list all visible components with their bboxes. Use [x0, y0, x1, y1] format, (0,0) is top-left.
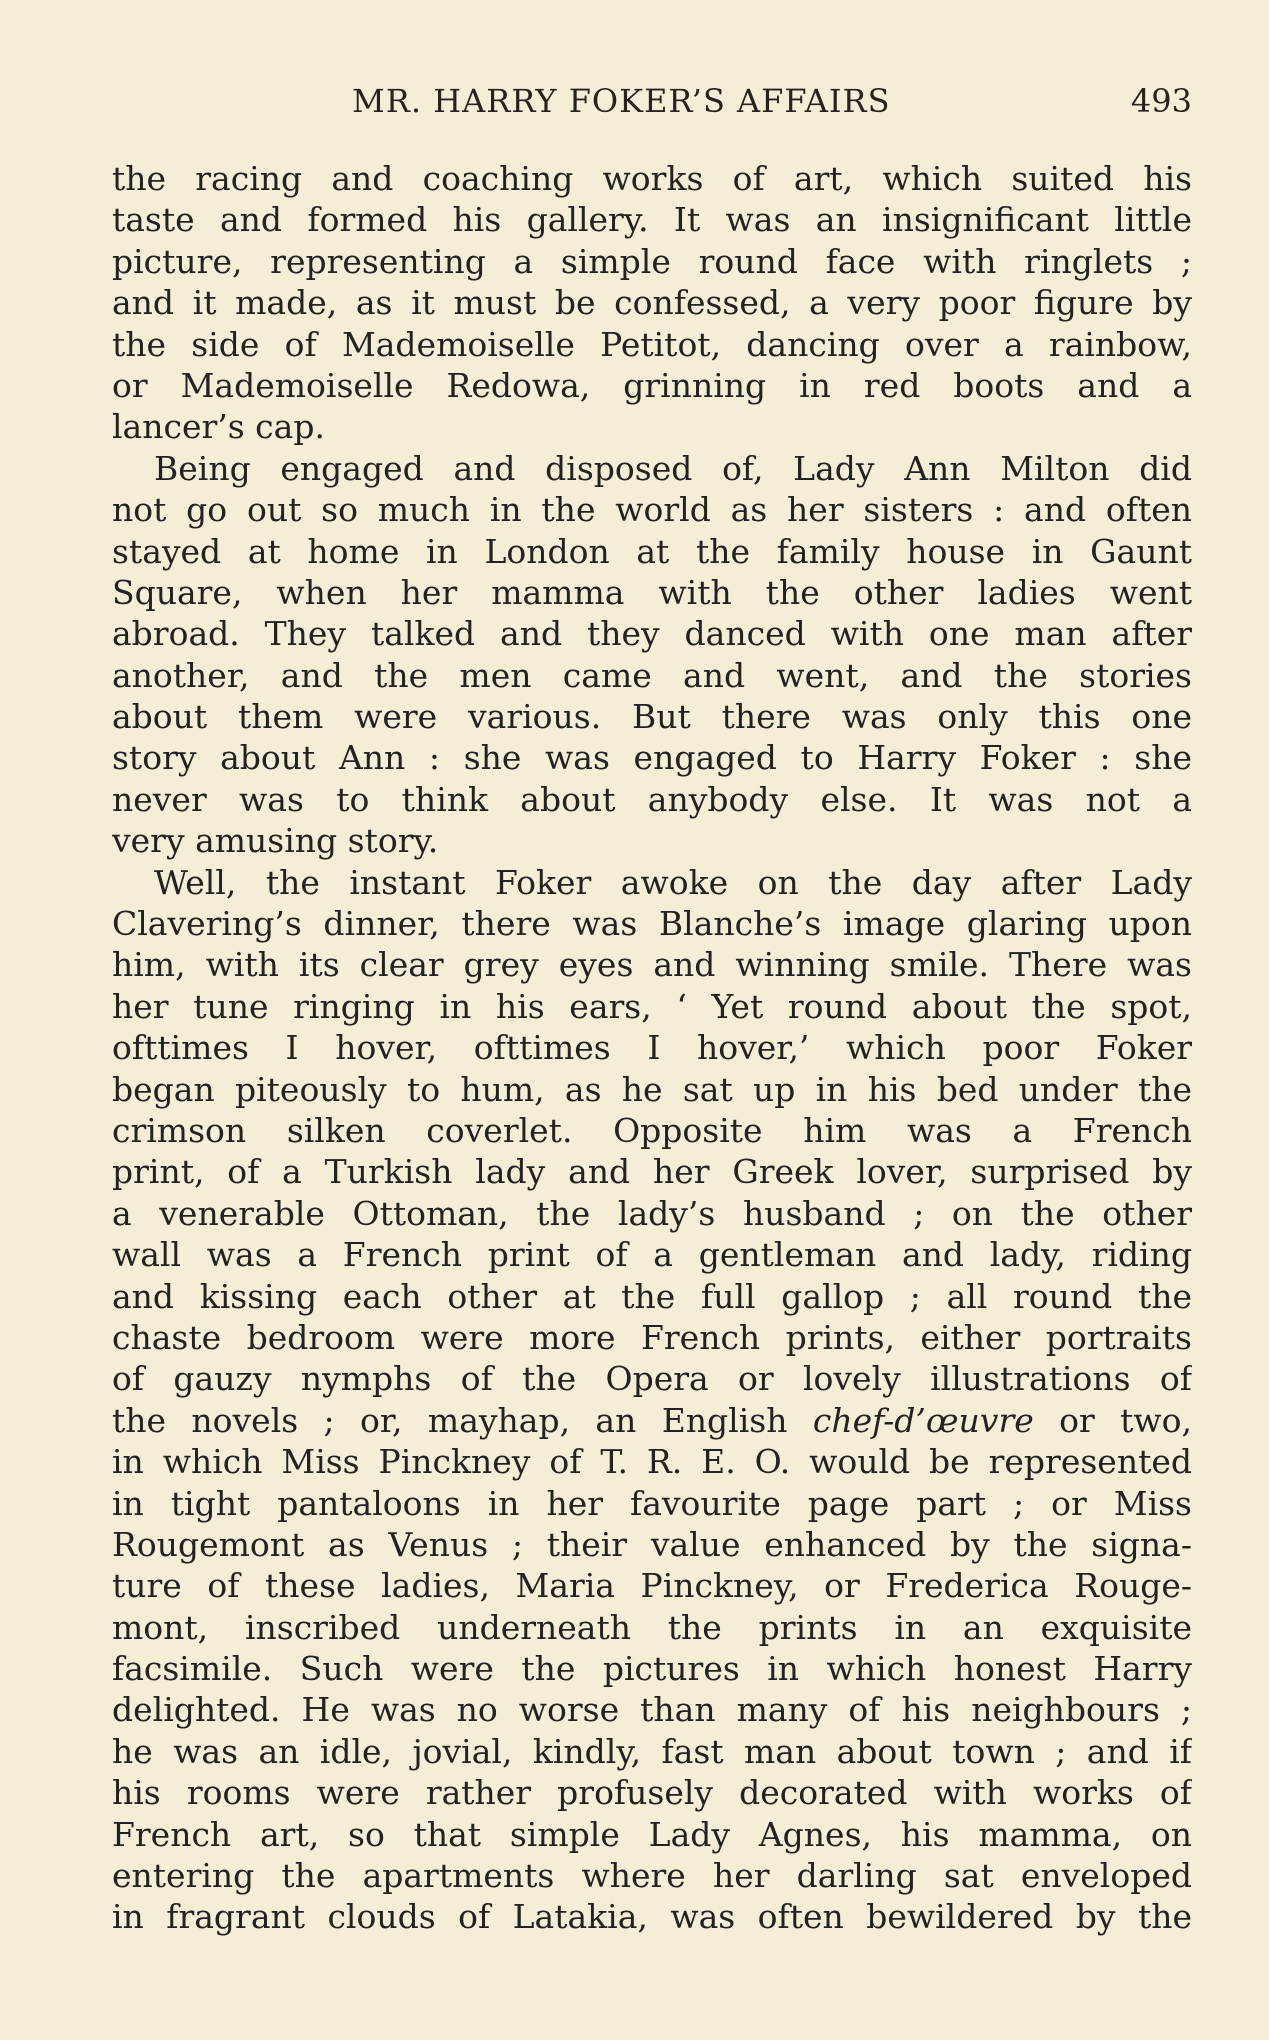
text-line: mont, inscribed underneath the prints in an exquisite	[112, 1607, 1192, 1647]
text-line: he was an idle, jovial, kindly, fast man about town ; and if	[112, 1731, 1192, 1771]
text-line: in which Miss Pinckney of T. R. E. O. would be represented	[112, 1442, 1192, 1482]
paragraph-start-line: Being engaged and disposed of, Lady Ann Milton did	[154, 448, 1192, 488]
text-line: entering the apartments where her darling sat enveloped	[112, 1856, 1192, 1896]
text-line: delighted. He was no worse than many of his neighbours ;	[112, 1690, 1192, 1730]
text-line: picture, representing a simple round face with ringlets ;	[112, 241, 1192, 281]
body-text	[112, 158, 1192, 1938]
text-line: her tune ringing in his ears, ‘ Yet round about the spot,	[112, 986, 1192, 1026]
text-line: his rooms were rather profusely decorated with works of	[112, 1773, 1192, 1813]
text-line: stayed at home in London at the family house in Gaunt	[112, 531, 1192, 571]
text-line: abroad. They talked and they danced with one man after	[112, 614, 1192, 654]
running-title: MR. HARRY FOKER’S AFFAIRS	[352, 82, 891, 120]
text-line: very amusing story.	[112, 821, 439, 861]
text-line: about them were various. But there was only this one	[112, 697, 1192, 737]
text-line: chaste bedroom were more French prints, either portraits	[112, 1317, 1192, 1357]
text-line: lancer’s cap.	[112, 407, 325, 447]
line-text: the novels ; or, mayhap, an English	[112, 1400, 788, 1440]
text-line: crimson silken coverlet. Opposite him was a French	[112, 1110, 1192, 1150]
text-line: ture of these ladies, Maria Pinckney, or Frederica Rouge-	[112, 1566, 1192, 1606]
text-line: taste and formed his gallery. It was an insignificant little	[112, 200, 1192, 240]
text-line: of gauzy nymphs of the Opera or lovely illustrations of	[112, 1359, 1192, 1399]
text-line: in tight pantaloons in her favourite page part ; or Miss	[112, 1483, 1192, 1523]
text-line: began piteously to hum, as he sat up in his bed under the	[112, 1069, 1192, 1109]
text-line: print, of a Turkish lady and her Greek lover, surprised by	[112, 1152, 1192, 1192]
text-line: him, with its clear grey eyes and winning smile. There was	[112, 945, 1192, 985]
text-line: Square, when her mamma with the other ladies went	[112, 572, 1192, 612]
text-line: Clavering’s dinner, there was Blanche’s image glaring upon	[112, 904, 1192, 944]
text-line: not go out so much in the world as her sisters : and often	[112, 490, 1192, 530]
paragraph-start-line: Well, the instant Foker awoke on the day after Lady	[154, 862, 1192, 902]
text-line: wall was a French print of a gentleman and lady, riding	[112, 1235, 1192, 1275]
text-line: in fragrant clouds of Latakia, was often bewildered by the	[112, 1897, 1192, 1937]
text-line: French art, so that simple Lady Agnes, his mamma, on	[112, 1814, 1192, 1854]
text-line: a venerable Ottoman, the lady’s husband ; on the other	[112, 1193, 1192, 1233]
text-line: or Mademoiselle Redowa, grinning in red boots and a	[112, 365, 1192, 405]
text-line: another, and the men came and went, and the stories	[112, 655, 1192, 695]
italic-phrase: chef-d’œuvre	[812, 1400, 1034, 1440]
text-line: Rougemont as Venus ; their value enhanced by the signa-	[112, 1524, 1192, 1564]
text-line-with-italic	[112, 1400, 1192, 1441]
text-line: the racing and coaching works of art, which suited his	[112, 159, 1192, 198]
page-number: 493	[1130, 82, 1192, 120]
text-line: story about Ann : she was engaged to Harry Foker : she	[112, 738, 1192, 778]
text-line: the side of Mademoiselle Petitot, dancing over a rainbow,	[112, 324, 1192, 364]
text-line: never was to think about anybody else. It was not a	[112, 779, 1192, 819]
text-line: facsimile. Such were the pictures in which honest Harry	[112, 1649, 1192, 1689]
text-line: ofttimes I hover, ofttimes I hover,’ which poor Foker	[112, 1028, 1192, 1068]
line-tail: or two,	[1033, 1400, 1192, 1440]
page-header	[112, 82, 1192, 126]
text-line: and kissing each other at the full gallop ; all round the	[112, 1276, 1192, 1316]
text-line: and it made, as it must be confessed, a very poor figure by	[112, 283, 1192, 323]
